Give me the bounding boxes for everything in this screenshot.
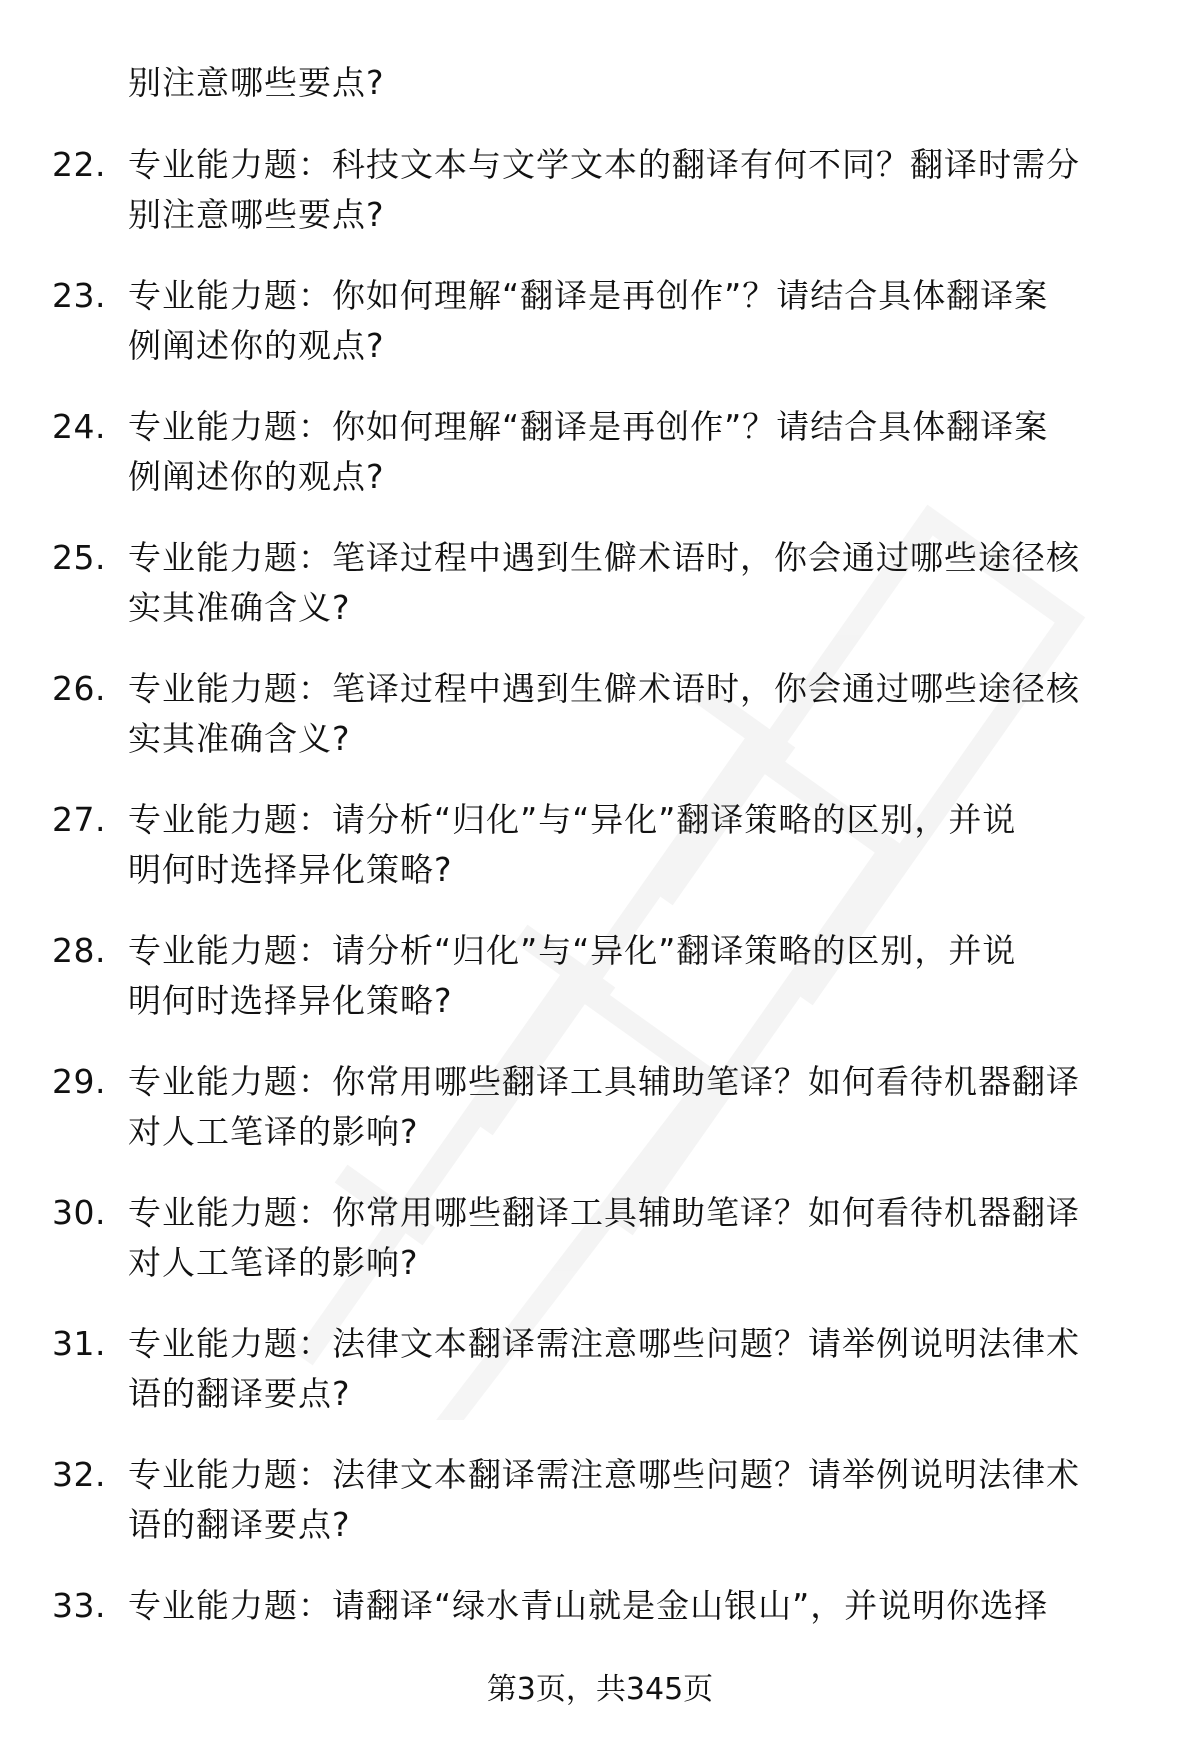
question-list: [0, 140, 1200, 1712]
question-text-line: 语的翻译要点?: [128, 1374, 351, 1413]
question-number: 30.: [52, 1193, 106, 1232]
page-footer: 第3页，共345页: [486, 1672, 714, 1707]
question-item: [0, 1188, 1200, 1319]
question-text: [128, 1319, 1138, 1419]
question-text-line: 对人工笔译的影响?: [128, 1112, 419, 1151]
question-item: [0, 1319, 1200, 1450]
question-text: [128, 140, 1138, 240]
question-text-line: 专业能力题：请分析“归化”与“异化”翻译策略的区别，并说: [128, 800, 1017, 839]
question-text-line: 专业能力题：笔译过程中遇到生僻术语时，你会通过哪些途径核: [128, 538, 1080, 577]
question-text: [128, 402, 1138, 502]
question-text: [128, 1188, 1138, 1288]
question-text-line: 专业能力题：你常用哪些翻译工具辅助笔译？如何看待机器翻译: [128, 1062, 1080, 1101]
question-text: [128, 533, 1138, 633]
question-item: [0, 1057, 1200, 1188]
question-text-line: 专业能力题：你如何理解“翻译是再创作”？请结合具体翻译案: [128, 407, 1049, 446]
question-number: 32.: [52, 1455, 106, 1494]
question-number: 27.: [52, 800, 106, 839]
question-text-line: 专业能力题：你常用哪些翻译工具辅助笔译？如何看待机器翻译: [128, 1193, 1080, 1232]
question-number: 24.: [52, 407, 106, 446]
question-text-line: 例阐述你的观点?: [128, 457, 385, 496]
question-item: [0, 664, 1200, 795]
continued-question-text: 别注意哪些要点?: [128, 63, 385, 102]
question-text-line: 专业能力题：你如何理解“翻译是再创作”？请结合具体翻译案: [128, 276, 1049, 315]
question-text-line: 专业能力题：法律文本翻译需注意哪些问题？请举例说明法律术: [128, 1324, 1080, 1363]
question-text-line: 对人工笔译的影响?: [128, 1243, 419, 1282]
question-text: [128, 926, 1138, 1026]
question-number: 23.: [52, 276, 106, 315]
question-text: [128, 1581, 1138, 1631]
question-item: [0, 271, 1200, 402]
question-item: [0, 926, 1200, 1057]
question-number: 22.: [52, 145, 106, 184]
question-item: [0, 1450, 1200, 1581]
question-text: [128, 271, 1138, 371]
question-text: [128, 1450, 1138, 1550]
question-number: 33.: [52, 1586, 106, 1625]
question-number: 31.: [52, 1324, 106, 1363]
question-number: 26.: [52, 669, 106, 708]
question-text-line: 例阐述你的观点?: [128, 326, 385, 365]
question-text: [128, 664, 1138, 764]
question-text-line: 实其准确含义?: [128, 588, 351, 627]
question-text-line: 明何时选择异化策略?: [128, 981, 453, 1020]
question-text-line: 专业能力题：请翻译“绿水青山就是金山银山”，并说明你选择: [128, 1586, 1049, 1625]
question-number: 28.: [52, 931, 106, 970]
question-text-line: 专业能力题：笔译过程中遇到生僻术语时，你会通过哪些途径核: [128, 669, 1080, 708]
question-text-line: 专业能力题：法律文本翻译需注意哪些问题？请举例说明法律术: [128, 1455, 1080, 1494]
question-text-line: 专业能力题：请分析“归化”与“异化”翻译策略的区别，并说: [128, 931, 1017, 970]
question-item: [0, 533, 1200, 664]
question-text-line: 明何时选择异化策略?: [128, 850, 453, 889]
question-item: [0, 402, 1200, 533]
question-text-line: 别注意哪些要点?: [128, 195, 385, 234]
question-number: 25.: [52, 538, 106, 577]
question-text: [128, 1057, 1138, 1157]
question-text-line: 实其准确含义?: [128, 719, 351, 758]
question-text-line: 专业能力题：科技文本与文学文本的翻译有何不同？翻译时需分: [128, 145, 1080, 184]
question-number: 29.: [52, 1062, 106, 1101]
question-text-line: 语的翻译要点?: [128, 1505, 351, 1544]
question-text: [128, 795, 1138, 895]
question-item: [0, 140, 1200, 271]
question-item: [0, 795, 1200, 926]
